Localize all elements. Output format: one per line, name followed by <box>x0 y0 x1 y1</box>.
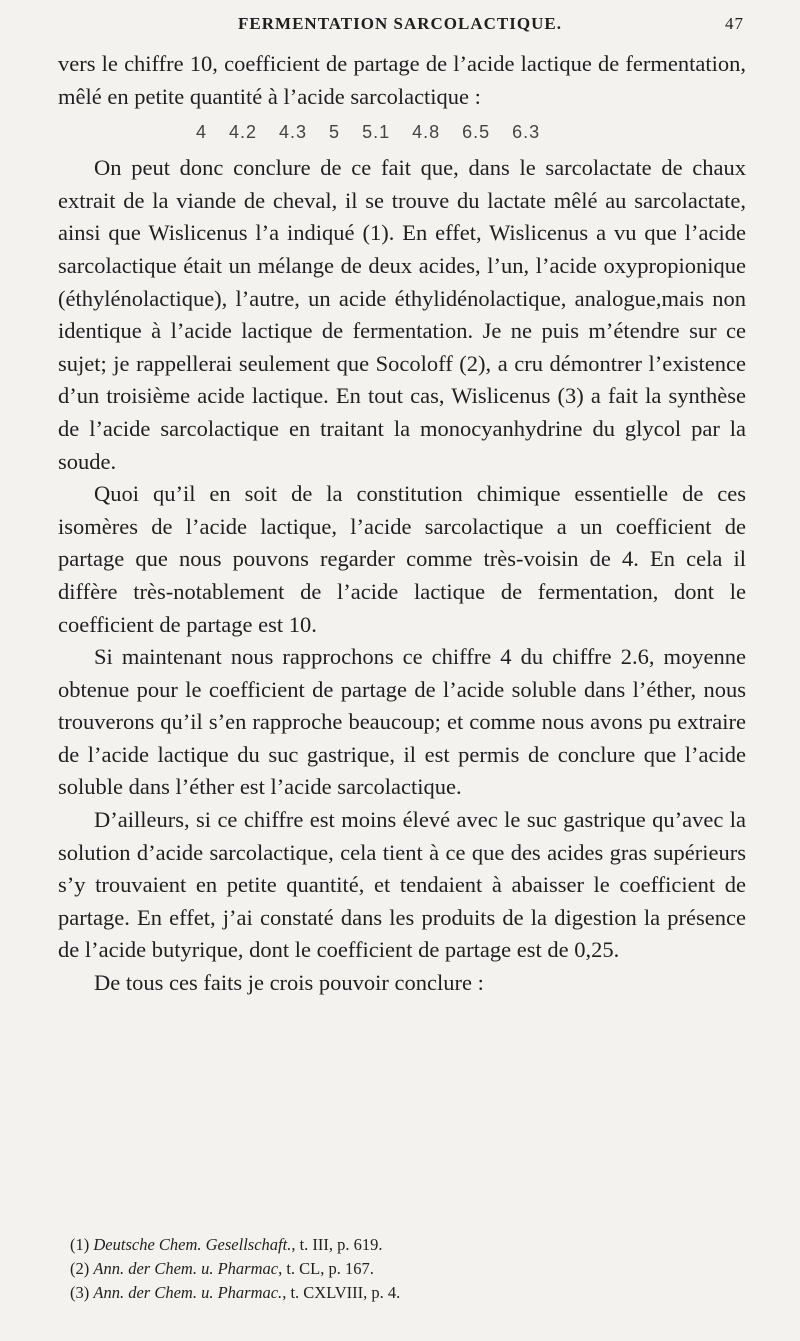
paragraph-continuation: vers le chiffre 10, coefficient de partage de l’acide lactique de fermentation, mêlé en petite quantité à l’acide sarcolactique : <box>58 51 746 109</box>
page-number: 47 <box>725 14 744 33</box>
paragraph: On peut donc conclure de ce fait que, dans le sarcolactate de chaux extrait de la viande de cheval, il se trouve du lactate mêlé au sarcolactate, ainsi que Wislicenus l’a indiqué (1). En effet, Wislicenus a vu que l’acide sarcolactique était un mélange de deux acides, l’un, l’acide oxypropionique (éthylénolactique), l’autre, un acide éthylidénolactique, analogue,mais non identique à l’acide lactique de fermentation. Je ne puis m’étendre sur ce sujet; je rappellerai seulement que Socoloff (2), a cru démontrer l’existence d’un troisième acide lactique. En tout cas, Wislicenus (3) a fait la synthèse de l’acide sarcolactique en traitant la monocyanhydrine du glycol par la soude. <box>58 155 746 474</box>
footnote-number: (3) <box>70 1283 90 1302</box>
footnote-reference: , t. III, p. 619. <box>291 1235 383 1254</box>
footnote-reference: , t. CL, p. 167. <box>278 1259 374 1278</box>
paragraph: D’ailleurs, si ce chiffre est moins élevé avec le suc gastrique qu’avec la solution d’acide sarcolactique, cela tient à ce que des acides gras supérieurs s’y trouvaient en petite quantité, et tendaient à abaisser le coefficient de partage. En effet, j’ai constaté dans les produits de la digestion la présence de l’acide butyrique, dont le coefficient de partage est de 0,25. <box>58 807 746 963</box>
paragraph: Quoi qu’il en soit de la constitution chimique essentielle de ces isomères de l’acide lactique, l’acide sarcolactique a un coefficient de partage que nous pouvons regarder comme très-voisin de 4. En cela il diffère très-notablement de l’acide lactique de fermentation, dont le coefficient de partage est 10. <box>58 481 746 637</box>
running-header <box>56 14 744 42</box>
footnotes <box>70 1233 760 1305</box>
paragraph: Si maintenant nous rapprochons ce chiffre 4 du chiffre 2.6, moyenne obtenue pour le coefficient de partage de l’acide soluble dans l’éther, nous trouverons qu’il s’en rapproche beaucoup; et comme nous avons pu extraire de l’acide lactique du suc gastrique, il est permis de conclure que l’acide soluble dans l’éther est l’acide sarcolactique. <box>58 644 746 800</box>
footnote-source: Deutsche Chem. Gesellschaft. <box>93 1235 292 1254</box>
footnote-number: (2) <box>70 1259 90 1278</box>
footnote <box>70 1257 760 1281</box>
coefficient-values-row: 4 4.2 4.3 5 5.1 4.8 6.5 6.3 <box>196 122 541 143</box>
footnote-source: Ann. der Chem. u. Pharmac. <box>93 1283 283 1302</box>
paragraph-conclusion-lead: De tous ces faits je crois pouvoir conclure : <box>94 970 484 996</box>
footnote-source: Ann. der Chem. u. Pharmac <box>93 1259 279 1278</box>
body-text <box>58 48 746 1000</box>
running-title: FERMENTATION SARCOLACTIQUE. <box>238 14 562 33</box>
footnote <box>70 1281 760 1305</box>
footnote-reference: , t. CXLVIII, p. 4. <box>282 1283 401 1302</box>
footnote <box>70 1233 760 1257</box>
footnote-number: (1) <box>70 1235 90 1254</box>
